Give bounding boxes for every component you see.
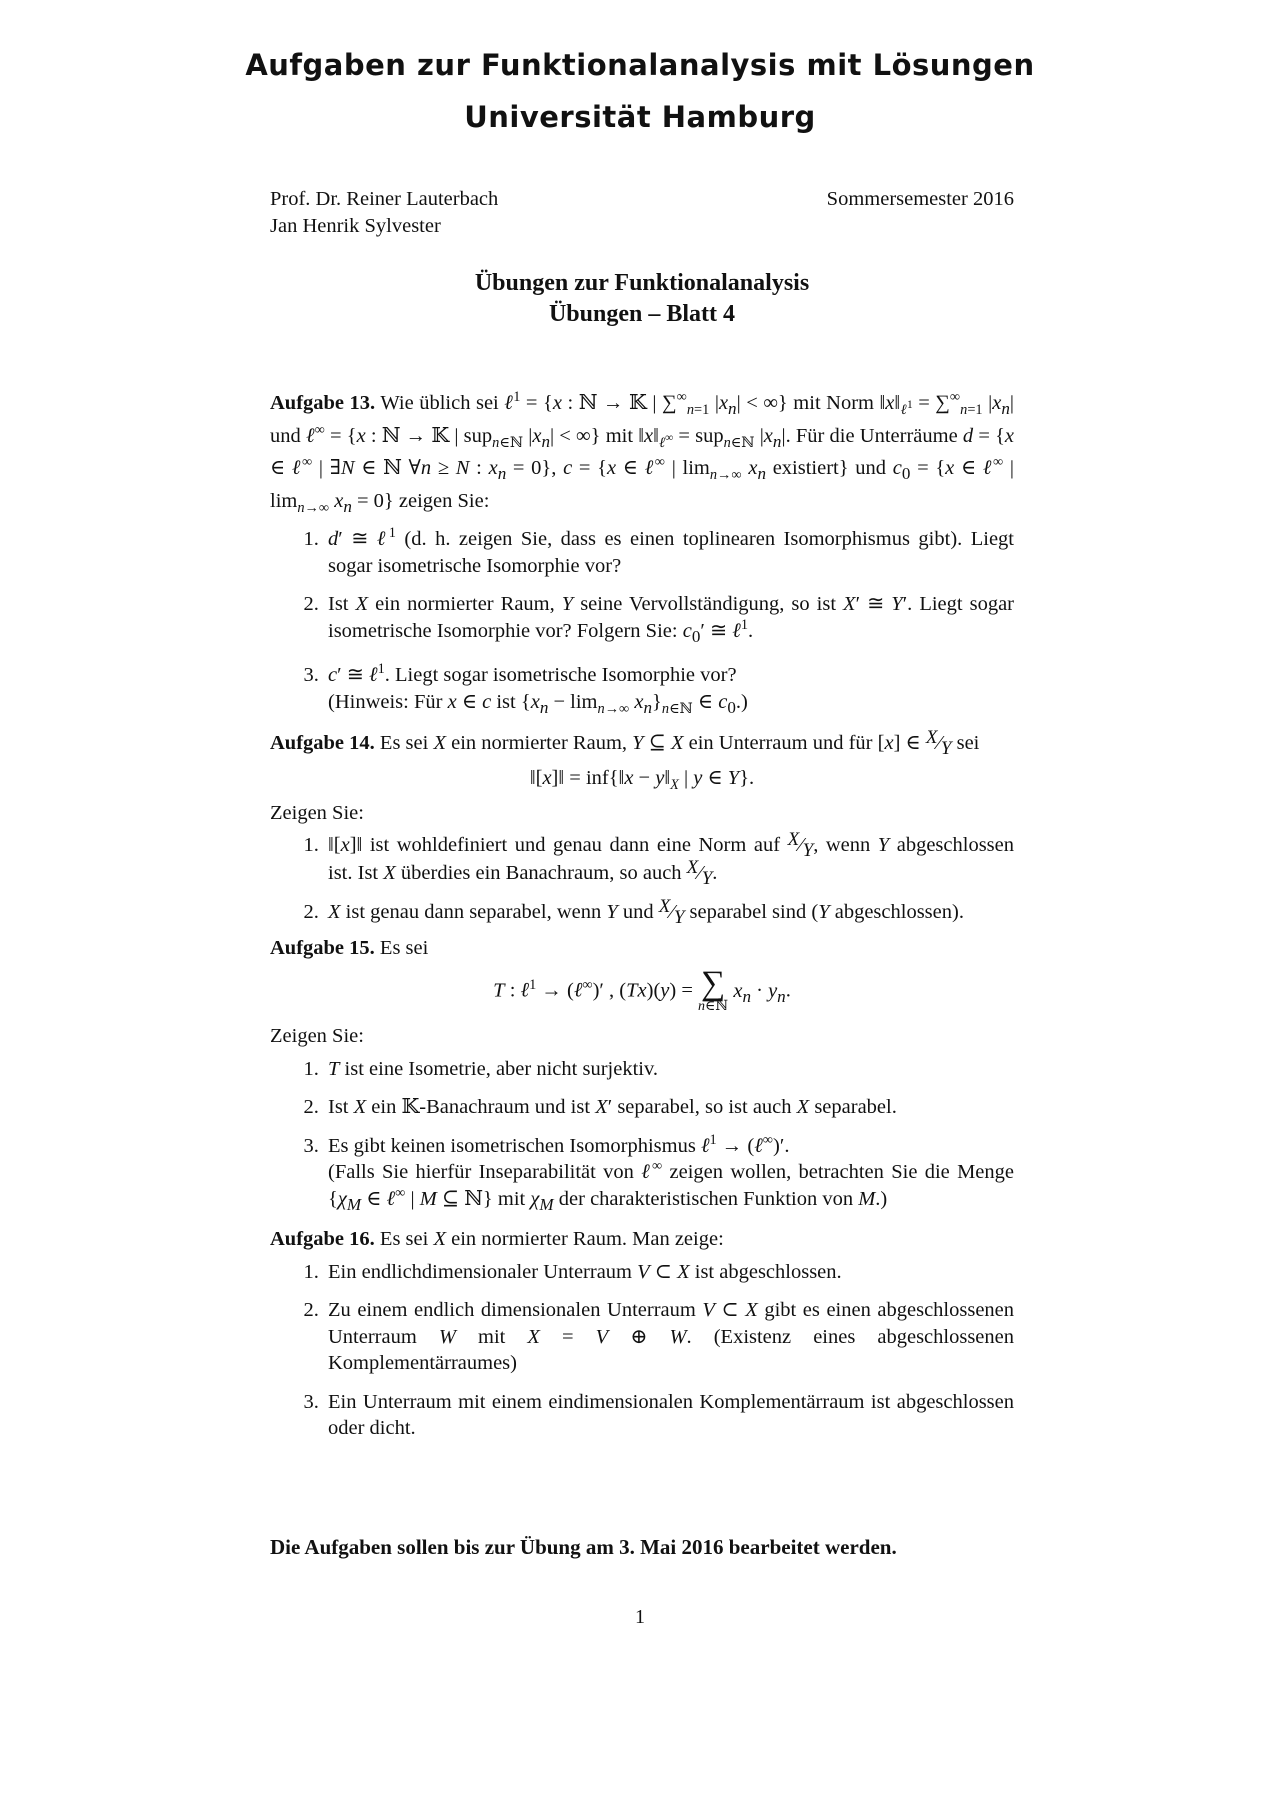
text: Ein endlichdimensionaler Unterraum [328, 1260, 632, 1283]
text: und [622, 901, 654, 924]
professor-name: Prof. Dr. Reiner Lauterbach [270, 188, 499, 210]
sheet-title [270, 268, 1014, 330]
exercise-15-intro [270, 935, 1014, 962]
exercise-15-label: Aufgabe 15. [270, 936, 375, 959]
exercise-13 [270, 390, 1014, 722]
text: Ist [328, 1096, 349, 1119]
text: (Hinweis: Für [328, 690, 443, 713]
exercise-16-item-2: 2. Zu einem endlich dimensionalen Unterraum V ⊂ X gibt es einen abgeschlossenen Unterraum W mit X = V ⊕ W. (Existenz eines abgeschlossenen Komplementärraumes) [324, 1297, 1014, 1377]
text: abgeschlossen ist. Ist [328, 834, 1015, 884]
text: der charakteristischen Funktion von [558, 1187, 854, 1210]
text: ein normierter Raum. Man zeige: [451, 1228, 724, 1251]
text: ist [496, 690, 516, 713]
exercise-15-hint: (Falls Sie hierfür Inseparabilität von ℓ∞ zeigen wollen, betrachten Sie die Menge {$\chi_M$ ∈ ℓ∞ | M ⊆ ℕ} mit $\chi_M$ der charakteristischen Funktion von M.) [328, 1158, 1015, 1214]
text: (d. h. zeigen Sie, dass es einen toplinearen Isomorphismus gibt). Liegt sogar isometrische Isomorphie vor? [328, 528, 1015, 577]
semester-label: Sommersemester 2016 [826, 188, 1014, 210]
text: ein normierter Raum, [451, 731, 628, 754]
text: separabel, so ist auch [617, 1096, 792, 1119]
text: Ein Unterraum mit einem eindimensionalen Komplementärraum ist abgeschlossen oder dicht. [328, 1390, 1014, 1440]
page-number: 1 [635, 1606, 645, 1628]
exercise-body [270, 390, 1014, 1450]
university-name: Universität Hamburg [464, 100, 816, 134]
exercise-16-items [270, 1259, 1014, 1442]
exercise-13-item-1: 1. d′ ≅ ℓ$^1$ (d. h. zeigen Sie, dass es einen toplinearen Isomorphismus gibt). Liegt sogar isometrische Isomorphie vor? [324, 526, 1014, 579]
deadline-note: Die Aufgaben sollen bis zur Übung am 3. Mai 2016 bearbeitet werden. [270, 1535, 897, 1559]
text: mit [605, 424, 634, 447]
exercise-14-item-2: 2. X ist genau dann separabel, wenn Y und X⁄Y separabel sind (Y abgeschlossen). [324, 899, 1014, 927]
text: ist wohldefiniert und genau dann eine Norm auf [369, 834, 781, 857]
sheet-title-line1: Übungen zur Funktionalanalysis [474, 270, 810, 296]
exercise-16-item-3 [324, 1389, 1014, 1442]
exercise-16-item-1: 1. Ein endlichdimensionaler Unterraum V ⊂ X ist abgeschlossen. [324, 1259, 1014, 1286]
quotient-norm-formula: ‖[x]‖ = inf{‖x − $y‖_X$ | y ∈ Y}. [529, 767, 755, 794]
exercise-13-hint: (Hinweis: Für x ∈ c ist $\{x_n - \lim_{n\to\infty} x_n\}_{n\in ℕ}$ ∈ $c_0$.) [328, 690, 748, 718]
exercise-13-items [270, 526, 1014, 721]
text: separabel. [814, 1096, 897, 1119]
text: und [270, 424, 301, 447]
text: separabel sind ( [689, 901, 819, 924]
exercise-15-item-2: 2. Ist X ein 𝕂-Banachraum und ist X′ separabel, so ist auch X separabel. [324, 1094, 1014, 1121]
exercise-13-label: Aufgabe 13. [270, 392, 376, 414]
exercise-14 [270, 726, 1015, 929]
exercise-14-intro: Aufgabe 14. Es sei X ein normierter Raum, Y ⊆ X ein Unterraum und für [x] ∈ X⁄Y sei [270, 726, 980, 759]
text: . Für die Unterräume [785, 424, 958, 447]
text: ein Unterraum und für [688, 731, 873, 754]
text: ein normierter Raum, [375, 593, 555, 616]
text: Zu einem endlich dimensionalen Unterraum [328, 1299, 696, 1322]
exercise-16-intro: Aufgabe 16. Es sei X ein normierter Raum. Man zeige: [270, 1228, 724, 1251]
text: Liegt sogar isometrische Isomorphie vor? Folgern Sie: [328, 593, 1014, 642]
text: sei [956, 731, 980, 754]
text: mit [478, 1325, 506, 1348]
text: Es sei [379, 1228, 429, 1251]
author-block [270, 186, 1014, 239]
exercise-16-label: Aufgabe 16. [270, 1228, 375, 1251]
text: . Liegt sogar isometrische Isomorphie vor? [384, 664, 737, 687]
exercise-13-item-2: 2. Ist X ein normierter Raum, Y seine Vervollständigung, so ist X′ ≅ Y′. Liegt sogar isometrische Isomorphie vor? Folgern Sie: $c_0'$ ≅ ℓ$^1$. [324, 591, 1014, 650]
text: (Falls Sie hierfür Inseparabilität von [328, 1161, 634, 1184]
text: abgeschlossen). [834, 901, 964, 924]
text: . (Existenz eines abgeschlossenen Komplementärraumes) [328, 1325, 1014, 1375]
exercise-15-zeigen: Zeigen Sie: [270, 1025, 364, 1048]
text: mit Norm [793, 392, 874, 414]
text: seine Vervollständigung, so ist [580, 593, 837, 616]
document-title: Aufgaben zur Funktionalanalysis mit Lösungen [245, 48, 1035, 82]
text: existiert} und [772, 457, 887, 480]
text: überdies ein Banachraum, so auch [400, 861, 682, 884]
text: zeigen Sie: [398, 489, 490, 512]
text: gibt es einen abgeschlossenen Unterraum [328, 1299, 1015, 1348]
assistant-name: Jan Henrik Sylvester [270, 214, 441, 237]
exercise-14-zeigen: Zeigen Sie: [270, 801, 364, 824]
sheet-title-line2: Übungen – Blatt 4 [548, 301, 736, 327]
text: mit [497, 1187, 526, 1210]
exercise-13-intro: Aufgabe 13. Wie üblich sei ℓ$^1$ = {x : ℕ → 𝕂 | $\sum^\infty_{n=1}$ $|x_n|$ < ∞} mit Norm $‖x‖_{\ell^1} = \sum^\infty_{n=1}$ $|x_n|$ und ℓ∞ = {x : ℕ → 𝕂 | sup$_{n\in ℕ}$ $|x_n|$ < ∞} mit $‖x‖_{\ell^\infty} = sup_{n\in ℕ}$ $|x_n|$. Für die Unterräume d = {x ∈ ℓ∞ | ∃N ∈ ℕ ∀n ≥ N : $x_n = 0$}, c = {x ∈ ℓ∞ | $\lim_{n\to\infty} x_n$ existiert} und $c_0 = \{x$ ∈ ℓ∞ | $\lim_{n\to\infty} x_n = 0$} zeigen Sie: [270, 389, 1015, 516]
text: Wie üblich sei [380, 392, 499, 414]
operator-t-formula: T : ℓ$^1$ → (ℓ∞)′ , (Tx)(y) = ∑ n∈ℕ $x_n \cdot y_n$. [493, 965, 791, 1015]
exercise-14-label: Aufgabe 14. [270, 731, 375, 754]
text: Ist [328, 593, 349, 616]
exercise-14-item-1: 1. ‖[x]‖ ist wohldefiniert und genau dann eine Norm auf X⁄Y, wenn Y abgeschlossen ist. Ist X überdies ein Banachraum, so auch X⁄Y. [324, 832, 1014, 887]
text: Es gibt keinen isometrischen Isomorphismus [328, 1134, 696, 1157]
text: ist genau dann separabel, wenn [345, 901, 602, 924]
text: ist abgeschlossen. [694, 1260, 842, 1283]
text: Es sei [379, 731, 429, 754]
text: ein 𝕂-Banachraum und ist [371, 1096, 591, 1119]
exercise-14-items [270, 829, 1015, 929]
text: , wenn [813, 834, 871, 857]
text: zeigen wollen, betrachten Sie die Menge [669, 1161, 1015, 1184]
exercise-15-item-1: 1. T ist eine Isometrie, aber nicht surjektiv. [324, 1056, 1014, 1083]
text: Es sei [379, 936, 429, 959]
exercise-15-item-3: 3. Es gibt keinen isometrischen Isomorphismus ℓ$^1$ → (ℓ∞)′. (Falls Sie hierfür Inseparabilität von ℓ∞ zeigen wollen, betrachten Sie die Menge {$\chi_M$ ∈ ℓ∞ | M ⊆ ℕ} mit $\chi_M$ der charakteristischen Funktion von M.) [324, 1133, 1014, 1219]
exercise-15 [270, 935, 1014, 1219]
exercise-13-item-3: 3. c′ ≅ ℓ$^1$. Liegt sogar isometrische Isomorphie vor? (Hinweis: Für x ∈ c ist $\{x_n - \lim_{n\to\infty} x_n\}_{n\in ℕ}$ ∈ $c_0$.) [324, 662, 1014, 721]
text: ist eine Isometrie, aber nicht surjektiv. [344, 1057, 659, 1080]
exercise-15-items [270, 1056, 1014, 1219]
exercise-16 [270, 1226, 1014, 1442]
